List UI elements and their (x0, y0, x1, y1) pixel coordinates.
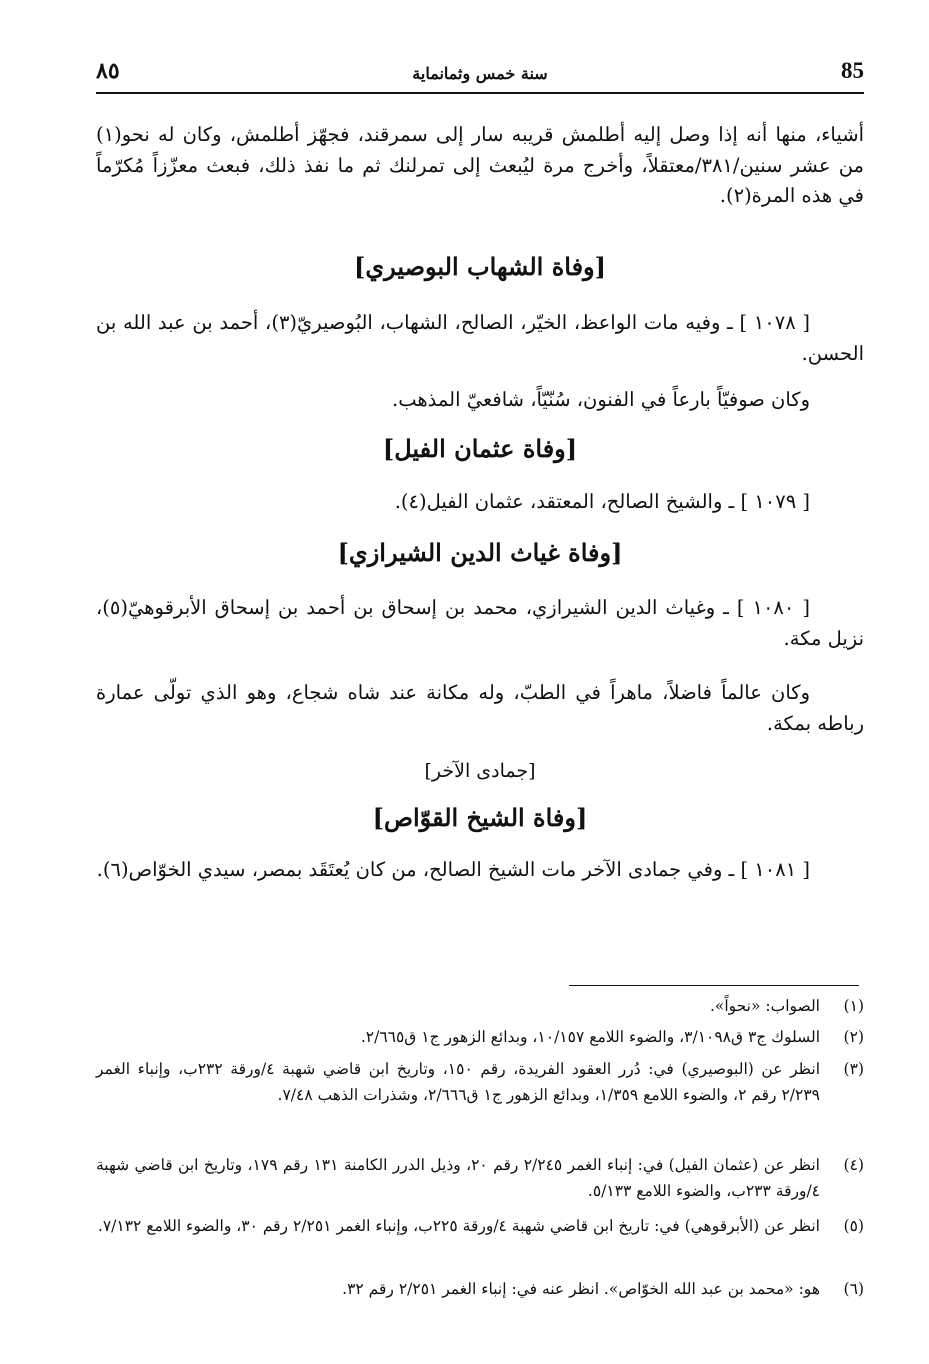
entry-1079: [ ١٠٧٩ ] ـ والشيخ الصالح، المعتقد، عثمان الفيل(٤). (394, 490, 810, 513)
footnote-text: الصواب: «نحواً». (709, 997, 820, 1015)
footnote-number: (٦) (843, 1280, 864, 1298)
footnote-5 (96, 1213, 864, 1239)
footnote-text: انظر عن (عثمان الفيل) في: إنباء الغمر ٢/٢٤٥ رقم ٢٠، وذيل الدرر الكامنة ١٣١ رقم ١٧٩، وتاريخ ابن قاضي شهبة ٤/ورقة ٢٣٣ب، والضوء اللامع ٥/١٣٣. (96, 1156, 820, 1200)
opening-paragraph: أشياء، منها أنه إذا وصل إليه أطلمش قريبه سار إلى سمرقند، فجهّز أطلمش، وكان له نحو(١) من عشر سنين/٣٨١/معتقلاً، وأخرج مرة ليُبعث إلى تمرلنك ثم ما نفذ ذلك، فبعث معزّزاً مُكرّماً في هذه المرة(٢). (96, 123, 864, 207)
heading-jumada-alakhir: [جمادى الآخر] (424, 760, 536, 782)
footnote-3 (96, 1056, 864, 1108)
footnote-text: السلوك ج٣ ق٣/١٠٩٨، والضوء اللامع ١٠/١٥٧، وبدائع الزهور ج١ ق٢/٦٦٥. (360, 1028, 820, 1046)
entry-1080: [ ١٠٨٠ ] ـ وغياث الدين الشيرازي، محمد بن إسحاق بن أحمد بن إسحاق الأبرقوهيّ(٥)، نزيل مكة. (96, 596, 864, 650)
entry-1080-details: وكان عالماً فاضلاً، ماهراً في الطبّ، وله مكانة عند شاه شجاع، وهو الذي تولّى عمارة رباطه بمكة. (96, 681, 864, 735)
running-header (96, 58, 864, 94)
footnote-2 (96, 1024, 864, 1050)
footnote-4 (96, 1152, 864, 1204)
footnote-text: هو: «محمد بن عبد الله الخوّاص». انظر عنه في: إنباء الغمر ٢/٢٥١ رقم ٣٢. (342, 1280, 820, 1298)
entry-1081: [ ١٠٨١ ] ـ وفي جمادى الآخر مات الشيخ الصالح، من كان يُعتَقَد بمصر، سيدي الخوّاص(٦). (96, 858, 810, 881)
entry-1078: [ ١٠٧٨ ] ـ وفيه مات الواعظ، الخيّر، الصالح، الشهاب، البُوصيريّ(٣)، أحمد بن عبد الله بن الحسن. (96, 311, 864, 365)
footnote-number: (٤) (843, 1156, 864, 1174)
footnote-1 (96, 993, 864, 1019)
heading-uthman-alfil: [وفاة عثمان الفيل] (382, 434, 578, 463)
page-number-latin: 85 (841, 58, 864, 83)
header-rule (96, 92, 864, 94)
footnote-separator (569, 985, 859, 986)
entry-1078-details: وكان صوفيّاً بارعاً في الفنون، سُنّيّاً، شافعيّ المذهب. (392, 388, 810, 411)
footnote-number: (٥) (843, 1217, 864, 1235)
footnote-number: (١) (843, 997, 864, 1015)
footnote-text: انظر عن (البوصيري) في: دُرر العقود الفريدة، رقم ١٥٠، وتاريخ ابن قاضي شهبة ٤/ورقة ٢٣٢ب، وإنباء الغمر ٢/٢٣٩ رقم ٢، والضوء اللامع ١/٣٥٩، وبدائع الزهور ج١ ق٢/٦٦٦، وشذرات الذهب ٧/٤٨. (96, 1060, 820, 1104)
footnote-number: (٣) (843, 1060, 864, 1078)
footnote-6 (96, 1276, 864, 1302)
heading-ghiyath-aldin: [وفاة غياث الدين الشيرازي] (337, 538, 623, 567)
footnote-number: (٢) (843, 1028, 864, 1046)
heading-busiri: [وفاة الشهاب البوصيري] (354, 252, 606, 281)
footnote-text: انظر عن (الأبرقوهي) في: تاريخ ابن قاضي شهبة ٤/ورقة ٢٢٥ب، وإنباء الغمر ٢/٢٥١ رقم ٣٠، والضوء اللامع ٧/١٣٢. (97, 1217, 820, 1235)
heading-alkhawwas: [وفاة الشيخ القوّاص] (372, 803, 588, 832)
running-title: سنة خمس وثمانماية (412, 64, 548, 83)
page-number-arabic: ٨٥ (96, 58, 120, 84)
